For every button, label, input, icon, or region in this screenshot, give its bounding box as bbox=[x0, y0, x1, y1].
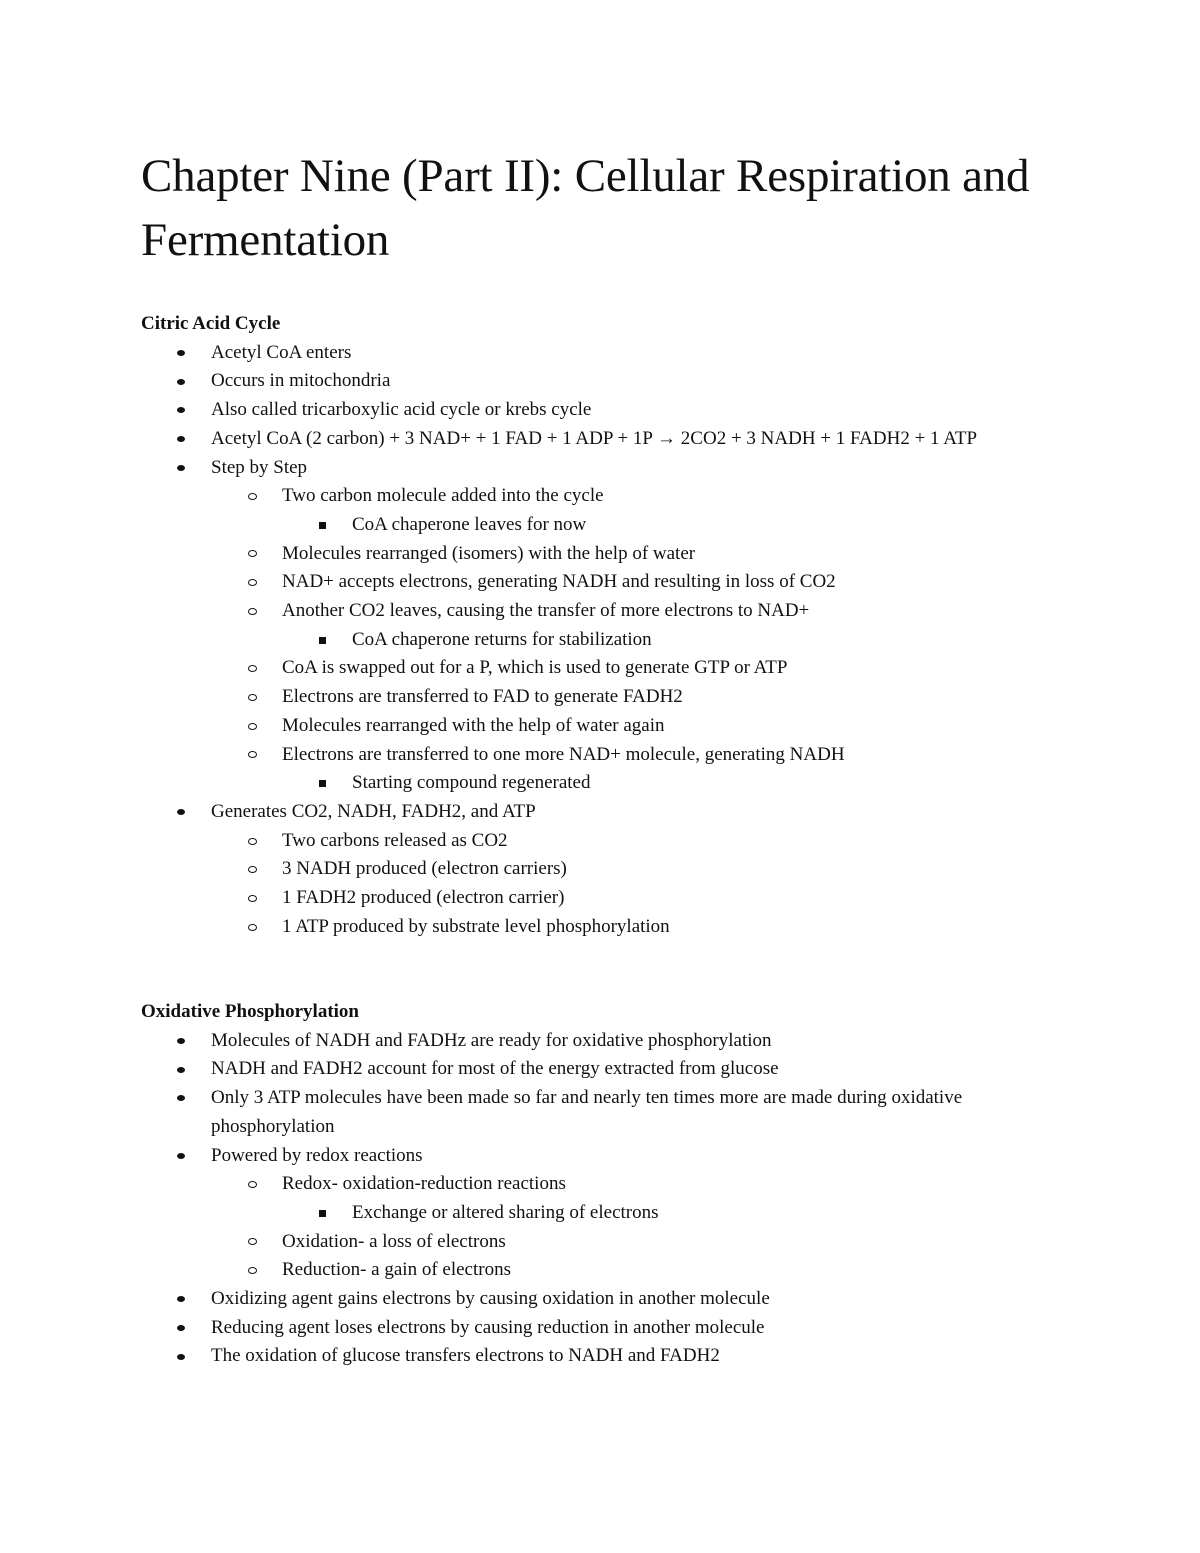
list-item-text: Electrons are transferred to one more NAD+ molecule, generating NADH bbox=[282, 743, 845, 765]
list-item-text: Molecules of NADH and FADHz are ready for oxidative phosphorylation bbox=[211, 1029, 772, 1051]
hollow-circle-bullet-icon bbox=[245, 712, 259, 741]
hollow-circle-bullet-icon bbox=[245, 1228, 259, 1257]
list-item-text: 3 NADH produced (electron carriers) bbox=[282, 858, 567, 880]
list-item-text: Two carbon molecule added into the cycle bbox=[282, 485, 604, 507]
hollow-circle-bullet-icon bbox=[245, 1256, 259, 1285]
list-item-text: Another CO2 leaves, causing the transfer of more electrons to NAD+ bbox=[282, 600, 810, 622]
list-item bbox=[141, 339, 1061, 368]
list-item-text: Acetyl CoA (2 carbon) + 3 NAD+ + 1 FAD + 1 ADP + 1P → 2CO2 + 3 NADH + 1 FADH2 + 1 ATP bbox=[211, 427, 978, 449]
filled-disc-bullet-icon bbox=[174, 1342, 188, 1371]
list-item bbox=[141, 683, 1061, 712]
list-item bbox=[141, 1342, 1061, 1371]
list-item bbox=[141, 396, 1061, 425]
bullet-list bbox=[141, 339, 1061, 942]
hollow-circle-bullet-icon bbox=[245, 827, 259, 856]
list-item bbox=[141, 1228, 1061, 1257]
bullet-list bbox=[141, 1027, 1061, 1371]
filled-disc-bullet-icon bbox=[174, 454, 188, 483]
document-title: Chapter Nine (Part II): Cellular Respiration and Fermentation bbox=[141, 150, 1030, 266]
list-item bbox=[141, 1084, 1061, 1141]
hollow-circle-bullet-icon bbox=[245, 741, 259, 770]
list-item bbox=[141, 1199, 1061, 1228]
hollow-circle-bullet-icon bbox=[245, 884, 259, 913]
filled-disc-bullet-icon bbox=[174, 339, 188, 368]
filled-disc-bullet-icon bbox=[174, 396, 188, 425]
filled-disc-bullet-icon bbox=[174, 367, 188, 396]
hollow-circle-bullet-icon bbox=[245, 597, 259, 626]
section-heading: Oxidative Phosphorylation bbox=[141, 1001, 359, 1022]
hollow-circle-bullet-icon bbox=[245, 683, 259, 712]
list-item-text: Reduction- a gain of electrons bbox=[282, 1259, 511, 1281]
filled-disc-bullet-icon bbox=[174, 1314, 188, 1343]
list-item bbox=[141, 482, 1061, 511]
list-item bbox=[141, 913, 1061, 942]
list-item bbox=[141, 1055, 1061, 1084]
list-item-text: Molecules rearranged (isomers) with the help of water bbox=[282, 542, 696, 564]
list-item-text: Powered by redox reactions bbox=[211, 1144, 423, 1166]
list-item bbox=[141, 855, 1061, 884]
filled-square-bullet-icon bbox=[315, 626, 329, 655]
hollow-circle-bullet-icon bbox=[245, 540, 259, 569]
hollow-circle-bullet-icon bbox=[245, 1170, 259, 1199]
list-item-text: Oxidizing agent gains electrons by causing oxidation in another molecule bbox=[211, 1288, 770, 1310]
filled-disc-bullet-icon bbox=[174, 1027, 188, 1056]
hollow-circle-bullet-icon bbox=[245, 654, 259, 683]
list-item bbox=[141, 511, 1061, 540]
list-item-text: Generates CO2, NADH, FADH2, and ATP bbox=[211, 800, 536, 822]
filled-disc-bullet-icon bbox=[174, 1142, 188, 1171]
list-item bbox=[141, 827, 1061, 856]
hollow-circle-bullet-icon bbox=[245, 482, 259, 511]
section-citric-acid-cycle bbox=[141, 310, 1061, 941]
list-item-text: The oxidation of glucose transfers electrons to NADH and FADH2 bbox=[211, 1345, 720, 1367]
list-item-text: NADH and FADH2 account for most of the energy extracted from glucose bbox=[211, 1058, 779, 1080]
list-item-text: CoA chaperone returns for stabilization bbox=[352, 628, 652, 650]
list-item-text: CoA chaperone leaves for now bbox=[352, 513, 587, 535]
list-item bbox=[141, 1314, 1061, 1343]
filled-disc-bullet-icon bbox=[174, 425, 188, 454]
list-item bbox=[141, 454, 1061, 483]
list-item bbox=[141, 712, 1061, 741]
list-item bbox=[141, 597, 1061, 626]
section-oxidative-phosphorylation bbox=[141, 998, 1061, 1371]
filled-square-bullet-icon bbox=[315, 511, 329, 540]
list-item bbox=[141, 1027, 1061, 1056]
list-item-text: 1 ATP produced by substrate level phosphorylation bbox=[282, 915, 670, 937]
list-item-text: Acetyl CoA enters bbox=[211, 341, 352, 363]
list-item-text: Occurs in mitochondria bbox=[211, 370, 391, 392]
list-item bbox=[141, 367, 1061, 396]
section-heading: Citric Acid Cycle bbox=[141, 313, 281, 334]
list-item bbox=[141, 568, 1061, 597]
list-item bbox=[141, 425, 1061, 454]
list-item-text: 1 FADH2 produced (electron carrier) bbox=[282, 887, 565, 909]
filled-disc-bullet-icon bbox=[174, 1285, 188, 1314]
list-item bbox=[141, 1142, 1061, 1171]
list-item bbox=[141, 1285, 1061, 1314]
hollow-circle-bullet-icon bbox=[245, 855, 259, 884]
list-item bbox=[141, 654, 1061, 683]
list-item-text: Only 3 ATP molecules have been made so far and nearly ten times more are made during oxidative phosphorylation bbox=[211, 1087, 963, 1137]
list-item-text: Oxidation- a loss of electrons bbox=[282, 1230, 506, 1252]
list-item bbox=[141, 769, 1061, 798]
list-item-text: NAD+ accepts electrons, generating NADH and resulting in loss of CO2 bbox=[282, 571, 836, 593]
list-item-text: Two carbons released as CO2 bbox=[282, 829, 508, 851]
list-item bbox=[141, 1170, 1061, 1199]
list-item bbox=[141, 884, 1061, 913]
hollow-circle-bullet-icon bbox=[245, 913, 259, 942]
list-item-text: Starting compound regenerated bbox=[352, 772, 591, 794]
list-item-text: Step by Step bbox=[211, 456, 308, 478]
filled-square-bullet-icon bbox=[315, 769, 329, 798]
list-item-text: Redox- oxidation-reduction reactions bbox=[282, 1173, 566, 1195]
list-item bbox=[141, 1256, 1061, 1285]
list-item bbox=[141, 626, 1061, 655]
document-page bbox=[141, 144, 1061, 1367]
filled-square-bullet-icon bbox=[315, 1199, 329, 1228]
list-item-text: Molecules rearranged with the help of water again bbox=[282, 714, 665, 736]
list-item bbox=[141, 540, 1061, 569]
filled-disc-bullet-icon bbox=[174, 1084, 188, 1113]
filled-disc-bullet-icon bbox=[174, 1055, 188, 1084]
list-item-text: Also called tricarboxylic acid cycle or krebs cycle bbox=[211, 399, 592, 421]
list-item-text: Exchange or altered sharing of electrons bbox=[352, 1201, 659, 1223]
list-item bbox=[141, 798, 1061, 827]
hollow-circle-bullet-icon bbox=[245, 568, 259, 597]
list-item-text: Reducing agent loses electrons by causing reduction in another molecule bbox=[211, 1316, 765, 1338]
list-item-text: Electrons are transferred to FAD to generate FADH2 bbox=[282, 686, 683, 708]
list-item bbox=[141, 741, 1061, 770]
list-item-text: CoA is swapped out for a P, which is used to generate GTP or ATP bbox=[282, 657, 788, 679]
filled-disc-bullet-icon bbox=[174, 798, 188, 827]
